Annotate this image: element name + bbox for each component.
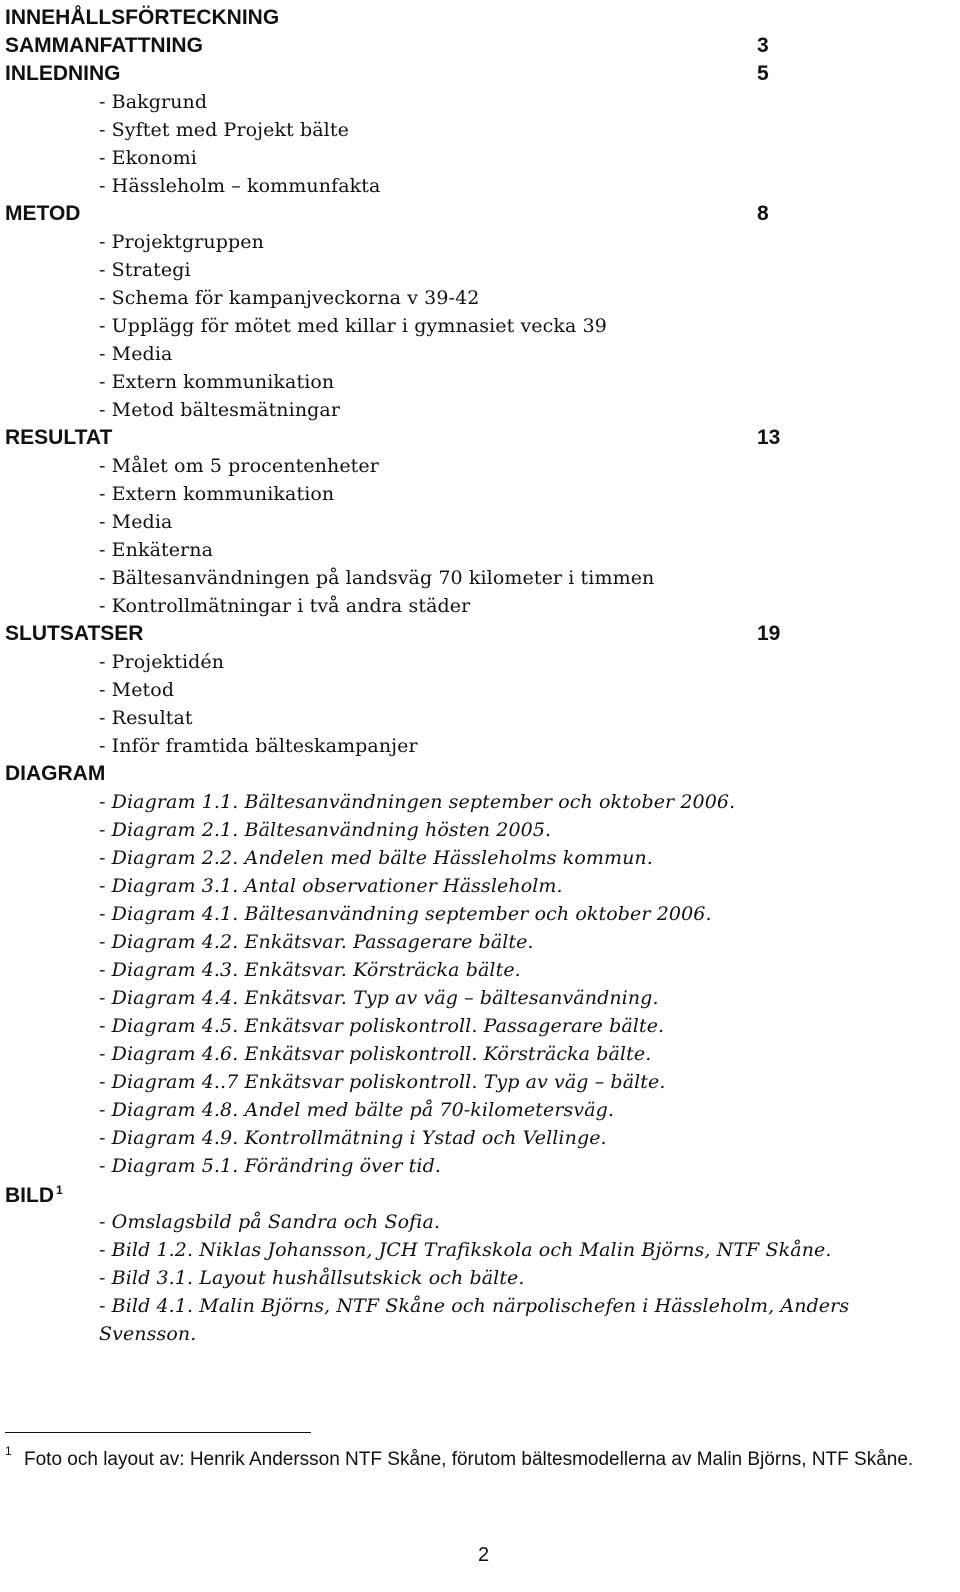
- toc-diagram-item: - Diagram 3.1. Antal observationer Hässleholm.: [99, 875, 563, 897]
- toc-diagram-item: - Diagram 4.8. Andel med bälte på 70-kilometersväg.: [99, 1099, 615, 1121]
- toc-heading-title: DIAGRAM: [5, 762, 106, 785]
- toc-diagram-item: - Diagram 4.3. Enkätsvar. Körsträcka bälte.: [99, 959, 521, 981]
- toc-item: - Metod bältesmätningar: [99, 399, 341, 421]
- toc-item: - Målet om 5 procentenheter: [99, 455, 379, 477]
- document-page: INNEHÅLLSFÖRTECKNING SAMMANFATTNING 3 INLEDNING 5 - Bakgrund - Syftet med Projekt bälte - Ekonomi - Hässleholm – kommunfakta METOD 8 - Projektgruppen - Strategi - Schema för kampanjveckorna v 39-42 - Upplägg för mötet med killar i gymnasiet vecka 39 - Media - Extern kommunikation - Metod bältesmätningar RESULTAT 13 - Målet om 5 procentenheter - Extern kommunikation - Media - Enkäterna - Bältesanvändningen på landsväg 70 kilometer i timmen - Kontrollmätningar i två andra städer SLUTSATSER 19 - Projektidén - Metod - Resultat - Inför framtida bälteskampanjer DIAGRAM - Diagram 1.1. Bältesanvändningen september och oktober 2006. - Diagram 2.1. Bältesanvändning hösten 2005. - Diagram 2.2. Andelen med bälte Hässleholms kommun. - Diagram 3.1. Antal observationer Hässleholm. - Diagram 4.1. Bältesanvändning september och oktober 2006. - Diagram 4.2. Enkätsvar. Passagerare bälte. - Diagram 4.3. Enkätsvar. Körsträcka bälte. - Diagram 4.4. Enkätsvar. Typ av väg – bältesanvändning. - Diagram 4.5. Enkätsvar poliskontroll. Passagerare bälte. - Diagram 4.6. Enkätsvar poliskontroll. Körsträcka bälte. - Diagram 4..7 Enkätsvar poliskontroll. Typ av väg – bälte. - Diagram 4.8. Andel med bälte på 70-kilometersväg. - Diagram 4.9. Kontrollmätning i Ystad och Vellinge. - Diagram 5.1. Förändring över tid. BILD $^1$ - Omslagsbild på Sandra och Sofia. - Bild 1.2. Niklas Johansson, JCH Trafikskola och Malin Björns, NTF Skåne. - Bild 3.1. Layout hushållsutskick och bälte. - Bild 4.1. Malin Björns, NTF Skåne och närpolischefen i Hässleholm, Anders Svensson. 1 Foto och layout av: Henrik Andersson NTF Skåne, förutom bältesmodellerna av Malin Björns, NTF Skåne. 2: [0, 0, 960, 1592]
- toc-item: - Schema för kampanjveckorna v 39-42: [99, 287, 480, 309]
- toc-heading-page: 19: [757, 622, 781, 645]
- toc-diagram-item: - Diagram 4.2. Enkätsvar. Passagerare bälte.: [99, 931, 534, 953]
- toc-item: - Bakgrund: [99, 91, 208, 113]
- toc-diagram-item: - Diagram 4.9. Kontrollmätning i Ystad och Vellinge.: [99, 1127, 607, 1149]
- toc-diagram-item: - Diagram 4.4. Enkätsvar. Typ av väg – bältesanvändning.: [99, 987, 659, 1009]
- toc-heading-title: METOD: [5, 202, 81, 225]
- toc-item: - Resultat: [99, 707, 193, 729]
- toc-diagram-item: - Diagram 2.1. Bältesanvändning hösten 2005.: [99, 819, 552, 841]
- toc-diagram-item: - Diagram 5.1. Förändring över tid.: [99, 1155, 441, 1177]
- toc-image-item: - Bild 1.2. Niklas Johansson, JCH Trafikskola och Malin Björns, NTF Skåne.: [99, 1239, 832, 1261]
- toc-item: - Media: [99, 343, 173, 365]
- toc-heading-page: 3: [757, 34, 769, 57]
- footnote-mark: 1: [5, 1444, 12, 1458]
- toc-heading-title: RESULTAT: [5, 426, 113, 449]
- footnote-reference: 1: [56, 1183, 63, 1197]
- toc-heading-page: 8: [757, 202, 769, 225]
- toc-heading-title: INLEDNING: [5, 62, 121, 85]
- toc-item: - Extern kommunikation: [99, 371, 335, 393]
- toc-item: - Upplägg för mötet med killar i gymnasiet vecka 39: [99, 315, 607, 337]
- toc-item: - Syftet med Projekt bälte: [99, 119, 349, 141]
- toc-item: - Projektgruppen: [99, 231, 264, 253]
- toc-item: - Extern kommunikation: [99, 483, 335, 505]
- footnote-divider: [5, 1432, 311, 1433]
- toc-image-item: - Bild 3.1. Layout hushållsutskick och bälte.: [99, 1267, 525, 1289]
- toc-image-item: Svensson.: [99, 1323, 197, 1345]
- toc-heading-page: 13: [757, 426, 781, 449]
- toc-heading-title: SAMMANFATTNING: [5, 34, 203, 57]
- toc-item: - Metod: [99, 679, 175, 701]
- footnote-text: Foto och layout av: Henrik Andersson NTF Skåne, förutom bältesmodellerna av Malin Björns, NTF Skåne.: [24, 1449, 914, 1470]
- toc-item: - Ekonomi: [99, 147, 197, 169]
- toc-item: - Media: [99, 511, 173, 533]
- toc-diagram-item: - Diagram 4..7 Enkätsvar poliskontroll. Typ av väg – bälte.: [99, 1071, 666, 1093]
- toc-heading-title: BILD: [5, 1184, 54, 1207]
- toc-item: - Projektidén: [99, 651, 225, 673]
- toc-item: - Hässleholm – kommunfakta: [99, 175, 381, 197]
- toc-item: - Kontrollmätningar i två andra städer: [99, 595, 471, 617]
- page-number: 2: [478, 1544, 490, 1566]
- toc-item: - Enkäterna: [99, 539, 214, 561]
- toc-diagram-item: - Diagram 2.2. Andelen med bälte Hässleholms kommun.: [99, 847, 653, 869]
- toc-diagram-item: - Diagram 1.1. Bältesanvändningen september och oktober 2006.: [99, 791, 736, 813]
- toc-diagram-item: - Diagram 4.1. Bältesanvändning september och oktober 2006.: [99, 903, 712, 925]
- toc-diagram-item: - Diagram 4.5. Enkätsvar poliskontroll. Passagerare bälte.: [99, 1015, 665, 1037]
- toc-heading-title: SLUTSATSER: [5, 622, 144, 645]
- toc-item: - Strategi: [99, 259, 191, 281]
- toc-item: - Inför framtida bälteskampanjer: [99, 735, 418, 757]
- toc-diagram-item: - Diagram 4.6. Enkätsvar poliskontroll. Körsträcka bälte.: [99, 1043, 652, 1065]
- toc-item: - Bältesanvändningen på landsväg 70 kilometer i timmen: [99, 567, 655, 589]
- toc-image-item: - Omslagsbild på Sandra och Sofia.: [99, 1211, 441, 1233]
- toc-heading-page: 5: [757, 62, 769, 85]
- toc-image-item: - Bild 4.1. Malin Björns, NTF Skåne och närpolischefen i Hässleholm, Anders: [99, 1295, 850, 1317]
